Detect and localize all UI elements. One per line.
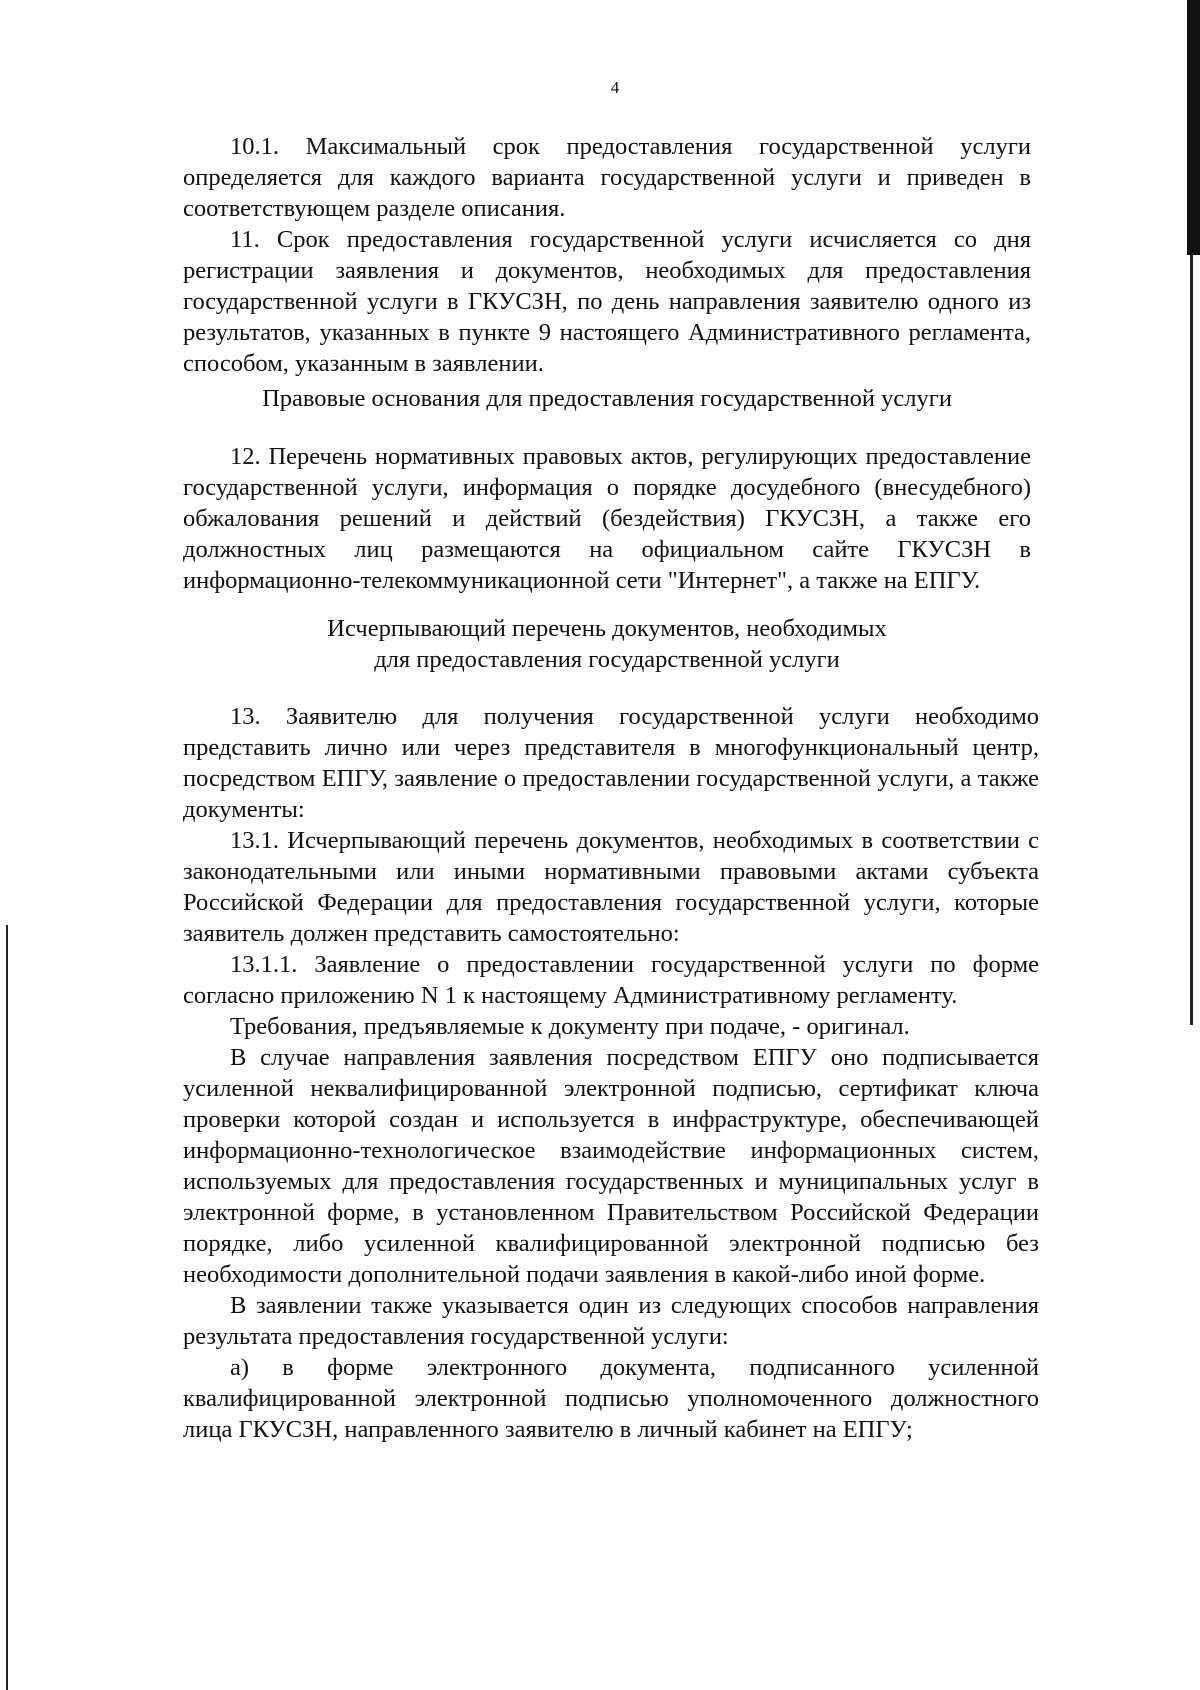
paragraph-11: 11. Срок предоставления государственной услуги исчисляется со дня регистрации заявления и документов, необходимых для предоставления государственной услуги в ГКУСЗН, по день направления заявителю одного из результатов, указанных в пункте 9 настоящего Административного регламента, способом, указанным в заявлении. <box>183 226 1031 377</box>
heading-legal-basis: Правовые основания для предоставления государственной услуги <box>262 385 952 412</box>
heading-documents-line1: Исчерпывающий перечень документов, необходимых <box>327 615 887 642</box>
section-term <box>183 131 1031 379</box>
section-documents <box>183 701 1039 1445</box>
paragraph-12: 12. Перечень нормативных правовых актов, регулирующих предоставление государственной услуги, информация о порядке досудебного (внесудебного) обжалования решений и действий (бездействия) ГКУСЗН, а также его должностных лиц размещаются на официальном сайте ГКУСЗН в информационно-телекоммуникационной сети "Интернет", а также на ЕПГУ. <box>183 443 1031 594</box>
paragraph-13: 13. Заявителю для получения государственной услуги необходимо представить лично или через представителя в многофункциональный центр, посредством ЕПГУ, заявление о предоставлении государственной услуги, а также документы: <box>183 703 1039 823</box>
paragraph-10-1: 10.1. Максимальный срок предоставления государственной услуги определяется для каждого варианта государственной услуги и приведен в соответствующем разделе описания. <box>183 133 1031 222</box>
paragraph-13-1: 13.1. Исчерпывающий перечень документов, необходимых в соответствии с законодательными или иными нормативными правовыми актами субъекта Российской Федерации для предоставления государственной услуги, которые заявитель должен представить самостоятельно: <box>183 827 1039 947</box>
scan-edge-bar <box>1187 0 1200 255</box>
heading-documents <box>183 613 1031 675</box>
heading-documents-line2: для предоставления государственной услуги <box>374 646 840 673</box>
paragraph-epgu-signature: В случае направления заявления посредством ЕПГУ оно подписывается усиленной неквалифицированной электронной подписью, сертификат ключа проверки которой создан и используется в инфраструктуре, обеспечивающей информационно-технологическое взаимодействие информационных систем, используемых для предоставления государственных и муниципальных услуг в электронной форме, в установленном Правительством Российской Федерации порядке, либо усиленной квалифицированной электронной подписью без необходимости дополнительной подачи заявления в какой-либо иной форме. <box>183 1044 1039 1288</box>
paragraph-item-a: а) в форме электронного документа, подписанного усиленной квалифицированной электронной подписью уполномоченного должностного лица ГКУСЗН, направленного заявителю в личный кабинет на ЕПГУ; <box>183 1354 1039 1443</box>
scan-edge-line-right <box>1190 255 1193 1025</box>
scan-edge-line-left <box>6 925 8 1690</box>
paragraph-result-methods: В заявлении также указывается один из следующих способов направления результата предоставления государственной услуги: <box>183 1292 1039 1350</box>
paragraph-requirements: Требования, предъявляемые к документу при подаче, - оригинал. <box>230 1013 910 1040</box>
page-number: 4 <box>610 78 620 97</box>
paragraph-13-1-1: 13.1.1. Заявление о предоставлении государственной услуги по форме согласно приложению N 1 к настоящему Административному регламенту. <box>183 951 1039 1009</box>
section-legal-basis <box>183 441 1031 596</box>
